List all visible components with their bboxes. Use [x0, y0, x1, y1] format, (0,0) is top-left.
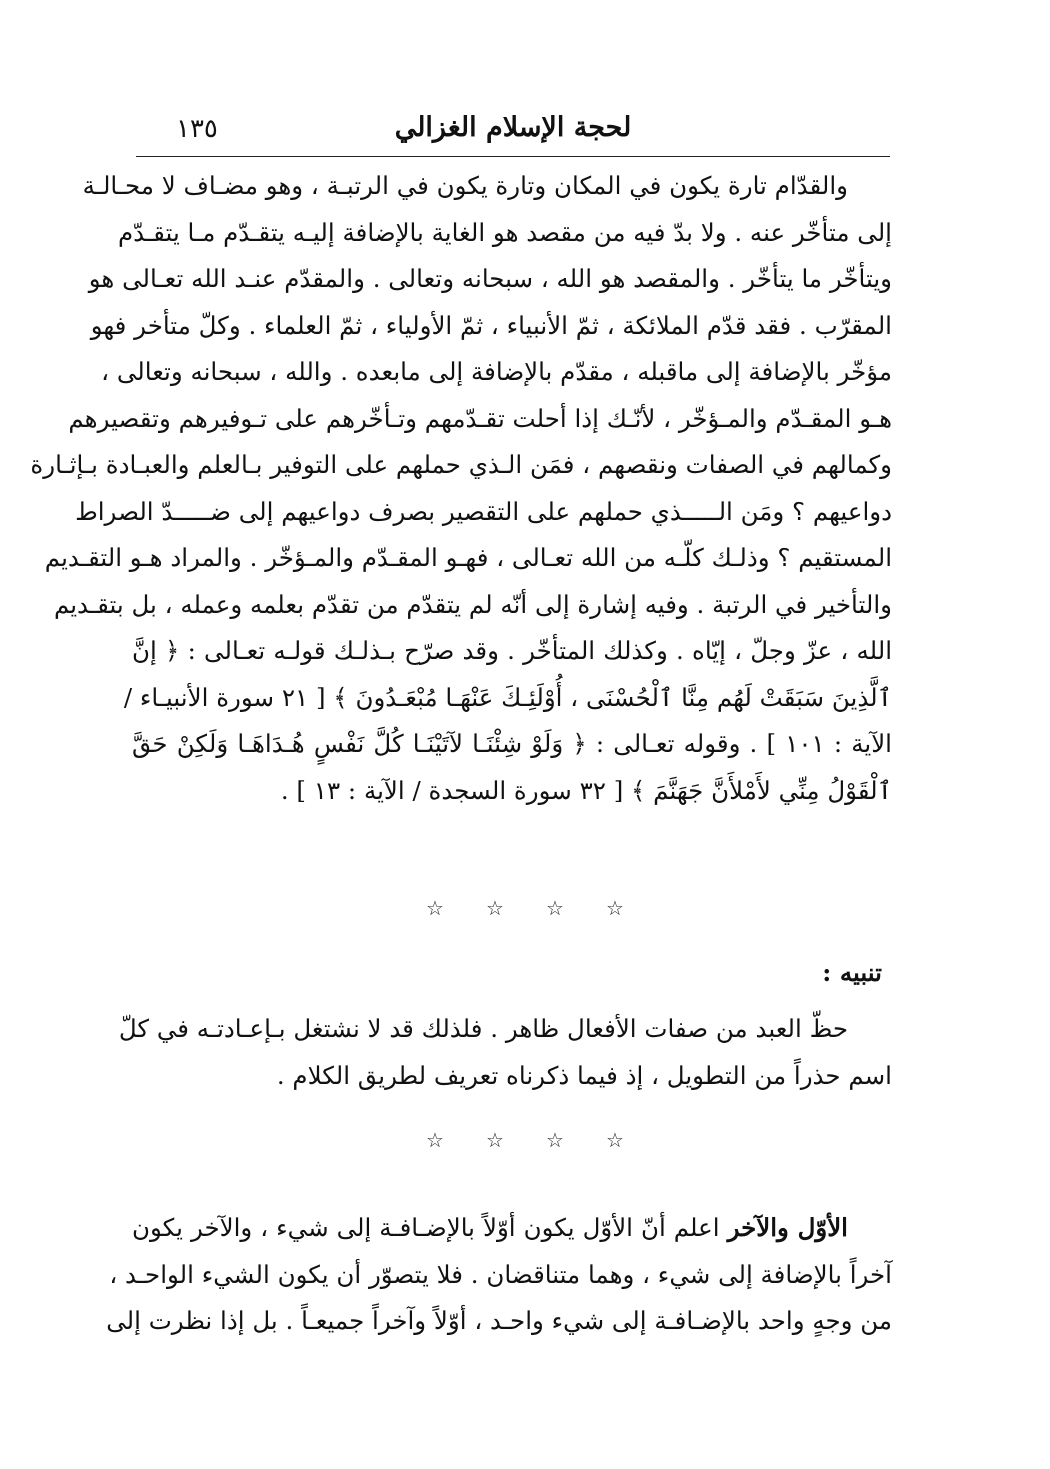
star-icon: ☆ — [426, 1128, 444, 1152]
section-separator — [0, 1128, 1050, 1152]
paragraph-line: من وجهٍ واحد بالإضـافـة إلى شيء واحـد ، أوّلاً وآخراً جميعـاً . بل إذا نظرت إلى — [106, 1306, 892, 1335]
star-icon: ☆ — [606, 1128, 624, 1152]
paragraph-line: المقرّب . فقد قدّم الملائكة ، ثمّ الأنبياء ، ثمّ الأولياء ، ثمّ العلماء . وكلّ متأخر فهو — [90, 310, 892, 340]
paragraph-1 — [30, 163, 892, 814]
page-number: ١٣٥ — [176, 114, 218, 144]
quran-verse-line: الآية : ١٠١ ] . وقوله تعـالى : ﴿ وَلَوْ شِئْنَـا لآتَيْنَـا كُلَّ نَفْسٍ هُـدَاهَـا وَلَكِنْ حَقَّ — [132, 729, 892, 758]
paragraph-2 — [106, 1205, 892, 1345]
star-icon: ☆ — [546, 896, 564, 920]
paragraph-line: والتأخير في الرتبة . وفيه إشارة إلى أنّه لم يتقدّم من تقدّم بعلمه وعمله ، بل بتقـديم — [53, 589, 892, 619]
paragraph-line: هـو المقـدّم والمـؤخّر ، لأنّـك إذا أحلت تقـدّمهم وتـأخّرهم على تـوفيرهم وتقصيرهم — [68, 403, 892, 433]
paragraph-line: مؤخّر بالإضافة إلى ماقبله ، مقدّم بالإضافة إلى مابعده . والله ، سبحانه وتعالى ، — [101, 357, 892, 386]
paragraph-line: الله ، عزّ وجلّ ، إيّاه . وكذلك المتأخّر . وقد صرّح بـذلـك قولـه تعـالى : ﴿ إنَّ — [132, 636, 892, 665]
quran-verse-line: ٱلَّذِينَ سَبَقَتْ لَهُم مِنَّا ٱلْحُسْنَى ، أُوْلَئِـكَ عَنْهَـا مُبْعَـدُونَ ﴾ [ ٢١ سورة الأنبيـاء / — [123, 682, 892, 712]
lead-term: الأوّل والآخر — [727, 1213, 848, 1242]
lead-line-text: اعلم أنّ الأوّل يكون أوّلاً بالإضـافـة إلى شيء ، والآخر يكون — [132, 1213, 728, 1242]
paragraph-line: حظّ العبد من صفات الأفعال ظاهر . فلذلك قد لا نشتغل بـإعـادتـه في كلّ — [118, 1014, 848, 1043]
page-header — [136, 108, 890, 154]
paragraph-line: ويتأخّر ما يتأخّر . والمقصد هو الله ، سبحانه وتعالى . والمقدّم عنـد الله تعـالى هو — [88, 264, 892, 293]
note-heading: تنبيه : — [822, 958, 882, 987]
paragraph-line: إلى متأخّر عنه . ولا بدّ فيه من مقصد هو الغاية بالإضافة إليـه يتقـدّم مـا يتقـدّم — [117, 217, 892, 247]
note-paragraph — [118, 1006, 892, 1099]
paragraph-line: اسم حذراً من التطويل ، إذ فيما ذكرناه تعريف لطريق الكلام . — [276, 1060, 892, 1090]
section-separator — [0, 896, 1050, 920]
paragraph-line: دواعيهم ؟ ومَن الـــــذي حملهم على التقصير بصرف دواعيهم إلى ضـــــدّ الصراط — [75, 496, 892, 526]
header-rule — [136, 156, 890, 157]
star-icon: ☆ — [606, 896, 624, 920]
star-icon: ☆ — [426, 896, 444, 920]
paragraph-line: آخراً بالإضافة إلى شيء ، وهما متناقضان . فلا يتصوّر أن يكون الشيء الواحـد ، — [109, 1259, 892, 1289]
star-icon: ☆ — [486, 1128, 504, 1152]
star-icon: ☆ — [546, 1128, 564, 1152]
paragraph-line: والقدّام تارة يكون في المكان وتارة يكون في الرتبـة ، وهو مضـاف لا محـالـة — [82, 171, 848, 200]
paragraph-line: المستقيم ؟ وذلـك كلّـه من الله تعـالى ، فهـو المقـدّم والمـؤخّر . والمراد هـو التقـديم — [44, 543, 892, 572]
quran-verse-line: ٱلْقَوْلُ مِنِّي لأَمْلأَنَّ جَهَنَّمَ ﴾ [ ٣٢ سورة السجدة / الآية : ١٣ ] . — [280, 775, 892, 805]
paragraph-line: وكمالهم في الصفات ونقصهم ، فمَن الـذي حملهم على التوفير بـالعلم والعبـادة بـإثـارة — [30, 450, 892, 479]
paragraph-line — [132, 1205, 892, 1252]
running-title: لحجة الإسلام الغزالي — [394, 112, 632, 143]
star-icon: ☆ — [486, 896, 504, 920]
